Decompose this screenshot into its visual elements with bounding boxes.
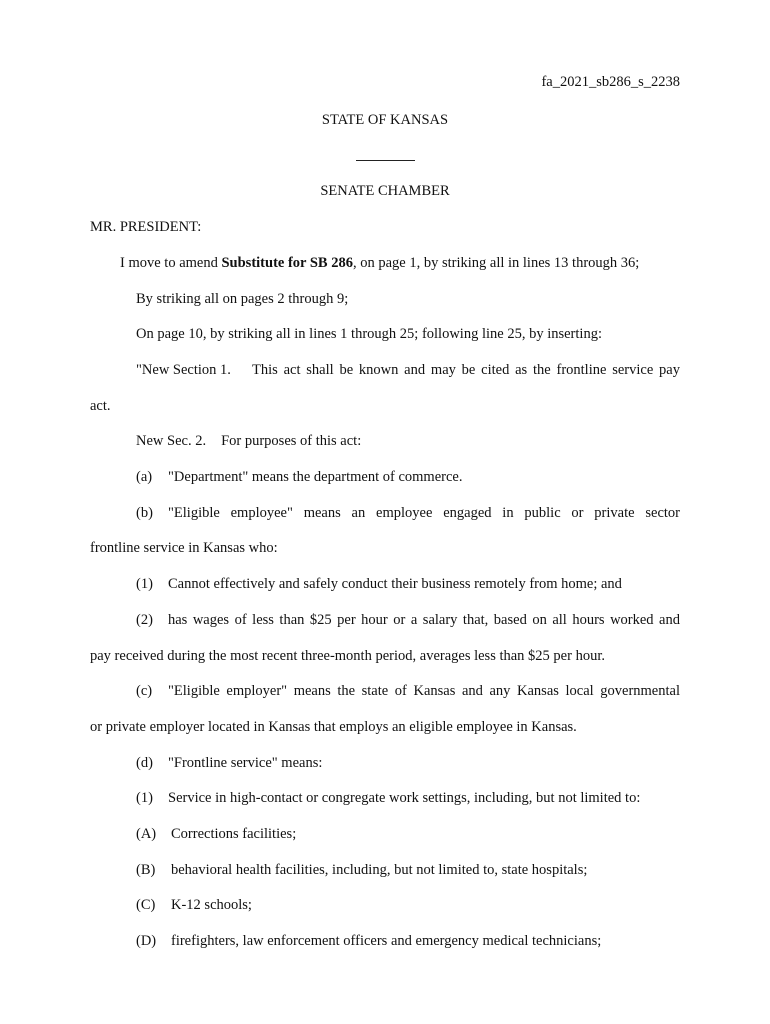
- motion-line: [120, 254, 639, 272]
- definition-b-2-mark: (2): [136, 612, 153, 628]
- definition-b-2-continuation: pay received during the most recent three-month period, averages less than $25 per hour.: [90, 648, 605, 664]
- subitem-B: [136, 861, 587, 879]
- definition-d-text: "Frontline service" means:: [168, 755, 323, 771]
- definition-a-mark: (a): [136, 469, 153, 485]
- definition-b-2-text: has wages of less than $25 per hour or a salary that, based on all hours worked and: [168, 612, 680, 628]
- strike-pages-line: By striking all on pages 2 through 9;: [136, 291, 349, 307]
- state-heading: STATE OF KANSAS: [321, 112, 449, 128]
- section-2-label: New Sec. 2.: [136, 433, 207, 449]
- definition-a-text: "Department" means the department of commerce.: [168, 469, 463, 485]
- motion-after: , on page 1, by striking all in lines 13 through 36;: [352, 255, 640, 271]
- definition-d-1-mark: (1): [136, 790, 153, 806]
- definition-c-mark: (c): [136, 683, 153, 699]
- definition-b-text: "Eligible employee" means an employee engaged in public or private sector: [168, 505, 680, 521]
- bill-name: Substitute for SB 286: [221, 255, 353, 271]
- definition-d-1: [136, 789, 640, 807]
- subitem-C: [136, 896, 252, 914]
- document-id: fa_2021_sb286_s_2238: [541, 74, 680, 90]
- definition-d-mark: (d): [136, 755, 153, 771]
- section-2-text: For purposes of this act:: [221, 433, 362, 449]
- definition-b-1-text: Cannot effectively and safely conduct their business remotely from home; and: [168, 576, 622, 592]
- definition-b-continuation: frontline service in Kansas who:: [90, 540, 278, 556]
- definition-d-1-text: Service in high-contact or congregate work settings, including, but not limited to:: [168, 790, 641, 806]
- definition-a: [136, 468, 462, 486]
- subitem-D-mark: (D): [136, 933, 157, 949]
- subitem-C-text: K-12 schools;: [171, 897, 252, 913]
- section-1-line: [136, 361, 680, 379]
- definition-c-continuation: or private employer located in Kansas that employs an eligible employee in Kansas.: [90, 719, 577, 735]
- subitem-D-text: firefighters, law enforcement officers and emergency medical technicians;: [171, 933, 602, 949]
- definition-b-2: [136, 611, 680, 629]
- definition-b-mark: (b): [136, 505, 153, 521]
- definition-b: [136, 504, 680, 522]
- subitem-A-text: Corrections facilities;: [171, 826, 297, 842]
- definition-c-text: "Eligible employer" means the state of Kansas and any Kansas local governmental: [168, 683, 680, 699]
- motion-before: I move to amend: [120, 255, 222, 271]
- section-1-continuation: act.: [90, 398, 111, 414]
- definition-b-1-mark: (1): [136, 576, 153, 592]
- salutation: MR. PRESIDENT:: [90, 219, 202, 235]
- subitem-A: [136, 825, 296, 843]
- subitem-B-text: behavioral health facilities, including, but not limited to, state hospitals;: [171, 862, 588, 878]
- definition-b-1: [136, 575, 622, 593]
- section-1-label: "New Section 1.: [136, 362, 231, 378]
- heading-divider: [356, 160, 415, 161]
- subitem-C-mark: (C): [136, 897, 156, 913]
- section-2-line: [136, 432, 361, 450]
- subitem-A-mark: (A): [136, 826, 157, 842]
- page10-line: On page 10, by striking all in lines 1 through 25; following line 25, by inserting:: [136, 326, 602, 342]
- subitem-B-mark: (B): [136, 862, 156, 878]
- definition-c: [136, 682, 680, 700]
- chamber-heading: SENATE CHAMBER: [320, 183, 450, 199]
- section-1-text: This act shall be known and may be cited as the frontline service pay: [252, 362, 680, 378]
- definition-d: [136, 754, 322, 772]
- subitem-D: [136, 932, 601, 950]
